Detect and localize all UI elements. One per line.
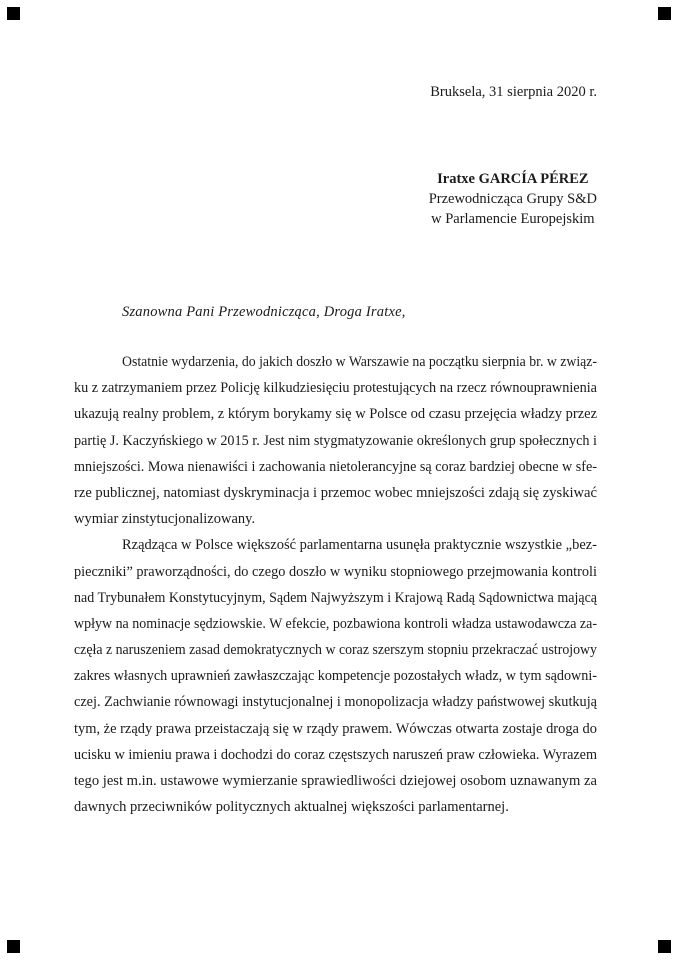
body-line-text: Ostatnie wydarzenia, do jakich doszło w Warszawie na początku sierpnia br. w związ-: [122, 354, 597, 370]
body-line: [74, 532, 597, 558]
body-line: [74, 585, 597, 611]
recipient-role: Przewodnicząca Grupy S&D: [428, 191, 597, 207]
body-line: [74, 663, 597, 689]
body-line-text: czej. Zachwianie równowagi instytucjonalnej i monopolizacja władzy państwowej skutkują: [74, 694, 597, 711]
salutation: Szanowna Pani Przewodnicząca, Droga Iratxe,: [122, 304, 406, 320]
body-line-text: partię J. Kaczyńskiego w 2015 r. Jest nim stygmatyzowanie określonych grup społecznych i: [74, 432, 597, 449]
body-line: [74, 559, 597, 585]
body-line-text: wpływ na nominacje sędziowskie. W efekcie, pozbawiona kontroli władza ustawodawcza za-: [74, 615, 597, 632]
place-and-date: Bruksela, 31 sierpnia 2020 r.: [430, 84, 597, 100]
body-line-text: ucisku w imieniu prawa i dochodzi do coraz częstszych naruszeń praw człowieka. Wyrazem: [74, 746, 597, 763]
scan-corner-mark-top-left: [7, 7, 20, 20]
scan-corner-mark-bottom-left: [7, 940, 20, 953]
body-line: [74, 768, 597, 794]
body-line: [74, 375, 597, 401]
body-line: [74, 506, 597, 532]
body-line: [74, 428, 597, 454]
recipient-name: Iratxe GARCÍA PÉREZ: [437, 171, 589, 187]
body-line: [74, 454, 597, 480]
body-line-text: nad Trybunałem Konstytucyjnym, Sądem Najwyższym i Krajową Radą Sądownictwa mającą: [74, 589, 597, 606]
recipient-block: [429, 169, 597, 229]
body-line: [74, 794, 597, 820]
body-line: [74, 401, 597, 427]
body-line-text: Rządząca w Polsce większość parlamentarna usunęła praktycznie wszystkie „bez-: [122, 537, 597, 554]
letter-body: [74, 349, 597, 820]
body-line-text: mniejszości. Mowa nienawiści i zachowania nietolerancyjne są coraz bardziej obecne w sfe-: [74, 458, 597, 475]
body-line-text: rze publicznej, natomiast dyskryminacja i przemoc wobec mniejszości zdają się zyskiwać: [74, 484, 597, 501]
body-line: [74, 349, 597, 375]
scan-corner-mark-top-right: [658, 7, 671, 20]
body-line: [74, 716, 597, 742]
body-line: [74, 480, 597, 506]
body-line: [74, 742, 597, 768]
body-line-text: ku z zatrzymaniem przez Policję kilkudziesięciu protestujących na rzecz równouprawnienia: [74, 380, 597, 397]
body-line: [74, 611, 597, 637]
scan-corner-mark-bottom-right: [658, 940, 671, 953]
body-line-text: zakres własnych uprawnień zawłaszczając kompetencje pozostałych władz, w tym sądowni-: [74, 668, 597, 685]
body-line-text: dawnych przeciwników politycznych aktualnej większości parlamentarnej.: [74, 799, 509, 816]
body-line-text: wymiar zinstytucjonalizowany.: [74, 511, 256, 528]
body-line-text: tego jest m.in. ustawowe wymierzanie sprawiedliwości dziejowej osobom uznawanym za: [74, 773, 597, 789]
body-line: [74, 637, 597, 663]
body-line-text: pieczniki” praworządności, do czego doszło w wyniku stopniowego przejmowania kontroli: [74, 563, 597, 580]
body-line: [74, 689, 597, 715]
recipient-institution: w Parlamencie Europejskim: [431, 211, 595, 227]
body-line-text: ukazują realny problem, z którym borykamy się w Polsce od czasu przejęcia władzy przez: [74, 406, 597, 423]
body-line-text: częła z naruszeniem zasad demokratycznych w coraz szerszym stopniu przekraczać ustrojowy: [74, 642, 597, 659]
body-line-text: tym, że rządy prawa przeistaczają się w rządy prawem. Wówczas otwarta zostaje droga do: [74, 720, 597, 737]
